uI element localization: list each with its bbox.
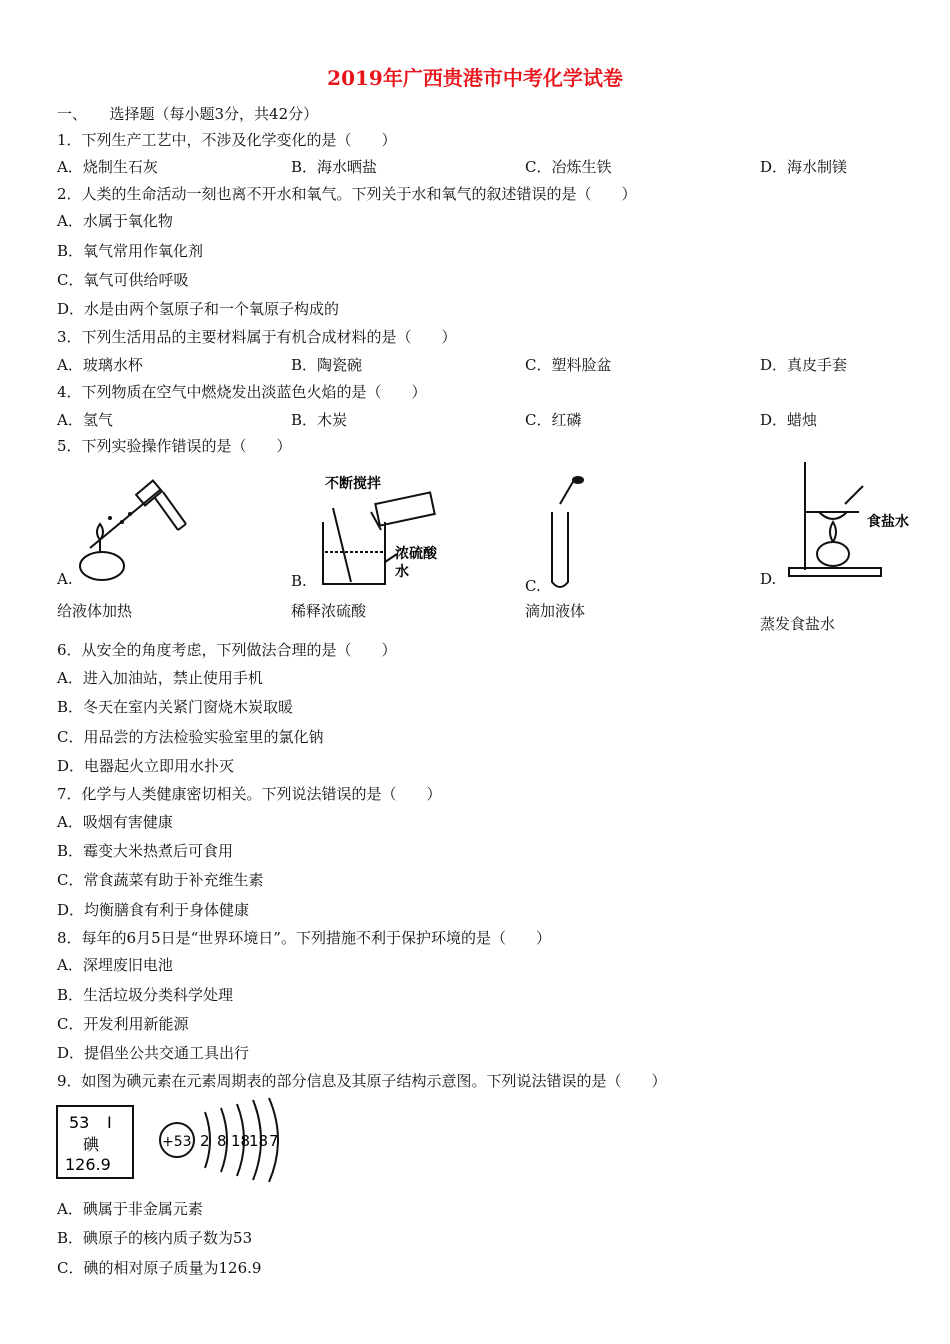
page-title: 2019年广西贵港市中考化学试卷 — [327, 66, 623, 90]
question-5-option-d-label[interactable]: D. — [760, 570, 777, 588]
element-name: 碘 — [83, 1135, 100, 1154]
question-9-option-b[interactable]: B．碘原子的核内质子数为53 — [57, 1229, 253, 1247]
question-5-option-c-caption: 滴加液体 — [525, 602, 586, 620]
atom-shell-3: 18 — [231, 1132, 251, 1150]
question-8-option-b[interactable]: B．生活垃圾分类科学处理 — [57, 986, 234, 1004]
question-8-option-a[interactable]: A．深埋废旧电池 — [57, 956, 173, 974]
question-9-option-a[interactable]: A．碘属于非金属元素 — [57, 1200, 203, 1218]
question-3-option-b[interactable]: B．陶瓷碗 — [291, 356, 363, 374]
question-5-option-a-caption: 给液体加热 — [57, 602, 133, 620]
figure-label-salt-water: 食盐水 — [867, 514, 909, 530]
question-4-option-d[interactable]: D．蜡烛 — [760, 411, 818, 429]
question-2-option-b[interactable]: B．氧气常用作氧化剂 — [57, 242, 204, 260]
question-3-option-d[interactable]: D．真皮手套 — [760, 356, 848, 374]
question-1-option-a[interactable]: A．烧制生石灰 — [57, 158, 158, 176]
question-3-option-a[interactable]: A．玻璃水杯 — [57, 356, 143, 374]
question-4-option-c[interactable]: C．红磷 — [525, 411, 582, 429]
question-9-option-c[interactable]: C．碘的相对原子质量为126.9 — [57, 1259, 262, 1277]
question-5-option-b-caption: 稀释浓硫酸 — [291, 602, 367, 620]
question-2-option-a[interactable]: A．水属于氧化物 — [57, 212, 173, 230]
figure-label-acid: 浓硫酸 — [395, 546, 437, 562]
figure-diluting-acid — [315, 472, 455, 590]
question-6-option-c[interactable]: C．用品尝的方法检验实验室里的氯化钠 — [57, 728, 324, 746]
question-2-option-c[interactable]: C．氧气可供给呼吸 — [57, 271, 189, 289]
question-4-option-a[interactable]: A．氢气 — [57, 411, 113, 429]
figure-label-stir: 不断搅拌 — [325, 476, 381, 492]
question-6-stem: 6．从安全的角度考虑，下列做法合理的是（ ） — [57, 641, 397, 659]
atom-shell-5: 7 — [269, 1132, 279, 1150]
atom-shell-4: 18 — [249, 1132, 269, 1150]
question-3-option-c[interactable]: C．塑料脸盆 — [525, 356, 612, 374]
question-7-option-d[interactable]: D．均衡膳食有利于身体健康 — [57, 901, 250, 919]
atom-shell-2: 8 — [217, 1132, 227, 1150]
figure-heating-liquid — [70, 478, 190, 588]
question-7-option-a[interactable]: A．吸烟有害健康 — [57, 813, 173, 831]
question-7-option-c[interactable]: C．常食蔬菜有助于补充维生素 — [57, 871, 264, 889]
question-1-option-c[interactable]: C．冶炼生铁 — [525, 158, 612, 176]
question-8-stem: 8．每年的6月5日是“世界环境日”。下列措施不利于保护环境的是（ ） — [57, 929, 551, 947]
question-8-option-c[interactable]: C．开发利用新能源 — [57, 1015, 189, 1033]
figure-label-water: 水 — [395, 564, 409, 580]
atom-nucleus: +53 — [162, 1134, 192, 1150]
section-heading: 一、 选择题（每小题3分，共42分） — [57, 105, 319, 123]
figure-dropping-liquid — [540, 474, 590, 594]
atom-shell-1: 2 — [200, 1132, 210, 1150]
element-symbol: I — [107, 1113, 112, 1132]
figure-iodine-element — [55, 1096, 305, 1182]
question-5-option-b-label[interactable]: B. — [291, 572, 307, 590]
question-9-stem: 9．如图为碘元素在元素周期表的部分信息及其原子结构示意图。下列说法错误的是（ ） — [57, 1072, 667, 1090]
question-1-option-d[interactable]: D．海水制镁 — [760, 158, 848, 176]
question-4-option-b[interactable]: B．木炭 — [291, 411, 348, 429]
element-mass: 126.9 — [65, 1155, 111, 1174]
figure-evaporating-salt-water — [785, 460, 925, 580]
question-1-option-b[interactable]: B．海水晒盐 — [291, 158, 378, 176]
question-2-option-d[interactable]: D．水是由两个氢原子和一个氧原子构成的 — [57, 300, 340, 318]
question-7-stem: 7．化学与人类健康密切相关。下列说法错误的是（ ） — [57, 785, 442, 803]
question-1-stem: 1．下列生产工艺中，不涉及化学变化的是（ ） — [57, 131, 397, 149]
question-5-option-c-label[interactable]: C. — [525, 577, 541, 595]
question-5-option-d-caption: 蒸发食盐水 — [760, 615, 836, 633]
question-3-stem: 3．下列生活用品的主要材料属于有机合成材料的是（ ） — [57, 328, 457, 346]
question-6-option-d[interactable]: D．电器起火立即用水扑灭 — [57, 757, 235, 775]
question-8-option-d[interactable]: D．提倡坐公共交通工具出行 — [57, 1044, 250, 1062]
question-7-option-b[interactable]: B．霉变大米热煮后可食用 — [57, 842, 234, 860]
element-number: 53 — [69, 1113, 90, 1132]
question-2-stem: 2．人类的生命活动一刻也离不开水和氧气。下列关于水和氧气的叙述错误的是（ ） — [57, 185, 637, 203]
question-5-option-a-label[interactable]: A. — [57, 570, 73, 588]
question-4-stem: 4．下列物质在空气中燃烧发出淡蓝色火焰的是（ ） — [57, 383, 427, 401]
question-6-option-a[interactable]: A．进入加油站，禁止使用手机 — [57, 669, 263, 687]
question-6-option-b[interactable]: B．冬天在室内关紧门窗烧木炭取暖 — [57, 698, 294, 716]
question-5-stem: 5．下列实验操作错误的是（ ） — [57, 437, 292, 455]
